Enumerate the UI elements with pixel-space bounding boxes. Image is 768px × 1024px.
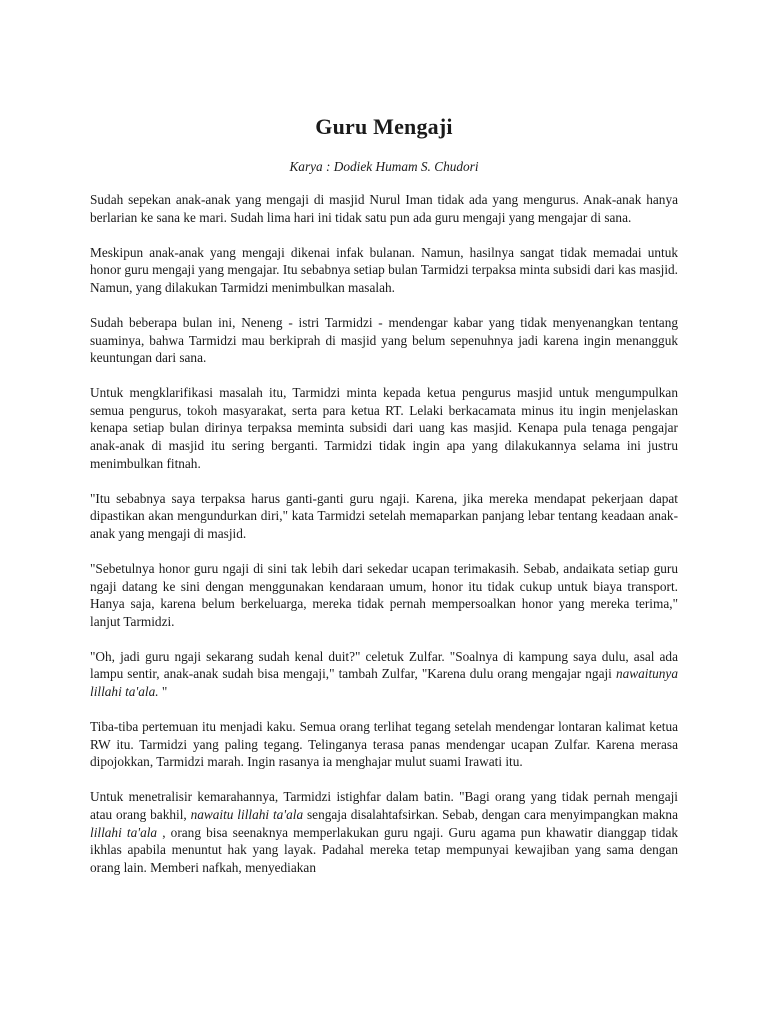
paragraph-7-text-before: "Oh, jadi guru ngaji sekarang sudah kenal duit?" celetuk Zulfar. "Soalnya di kampung saya dulu, asal ada lampu sentir, anak-anak sudah bisa mengaji," tambah Zulfar, "Karena dulu orang mengajar ngaji [90, 648, 678, 682]
paragraph-7-italic: nawaitunya lillahi ta'ala. [90, 666, 678, 700]
document-title: Guru Mengaji [315, 114, 453, 139]
author-line: Karya : Dodiek Humam S. Chudori [289, 159, 479, 174]
document-page [90, 112, 678, 894]
paragraph-9-italic-2: lillahi ta'ala [90, 824, 158, 840]
paragraph-4: Untuk mengklarifikasi masalah itu, Tarmidzi minta kepada ketua pengurus masjid untuk mengumpulkan semua pengurus, tokoh masyarakat, serta para ketua RT. Lelaki berkacamata minus itu ingin menjelaskan kenapa setiap bulan dirinya terpaksa meminta subsidi dari uang kas masjid. Kenapa pula tenaga pengajar anak-anak di masjid itu sering berganti. Tarmidzi tidak ingin apa yang dilakukannya selama ini justru menimbulkan fitnah. [90, 385, 678, 471]
paragraph-9-text-3: , orang bisa seenaknya memperlakukan guru ngaji. Guru agama pun khawatir dianggap tidak ikhlas apabila menuntut hak yang layak. Padahal mereka tetap mempunyai kewajiban yang sama dengan orang lain. Memberi nafkah, menyediakan [90, 824, 678, 875]
paragraph-2: Meskipun anak-anak yang mengaji dikenai infak bulanan. Namun, hasilnya sangat tidak memadai untuk honor guru mengaji yang mengajar. Itu sebabnya setiap bulan Tarmidzi terpaksa minta subsidi dari kas masjid. Namun, yang dilakukan Tarmidzi menimbulkan masalah. [90, 244, 678, 295]
paragraph-3: Sudah beberapa bulan ini, Neneng - istri Tarmidzi - mendengar kabar yang tidak menyenangkan tentang suaminya, bahwa Tarmidzi mau berkiprah di masjid yang belum sepenuhnya jadi karena ingin menangguk keuntungan dari sana. [90, 314, 678, 366]
paragraph-9-italic-1: nawaitu lillahi ta'ala [190, 807, 304, 823]
paragraph-1: Sudah sepekan anak-anak yang mengaji di masjid Nurul Iman tidak ada yang mengurus. Anak-anak hanya berlarian ke sana ke mari. Sudah lima hari ini tidak satu pun ada guru mengaji yang mengajar di sana. [90, 192, 678, 225]
paragraph-9 [90, 788, 678, 876]
paragraph-7 [90, 648, 678, 701]
paragraph-9-text-1: Untuk menetralisir kemarahannya, Tarmidzi istighfar dalam batin. "Bagi orang yang tidak pernah mengaji atau orang bakhil, [90, 789, 678, 823]
paragraph-8: Tiba-tiba pertemuan itu menjadi kaku. Semua orang terlihat tegang setelah mendengar lontaran kalimat ketua RW itu. Tarmidzi yang paling tegang. Telinganya terasa panas mendengar ucapan Zulfar. Karena merasa dipojokkan, Tarmidzi marah. Ingin rasanya ia menghajar mulut suami Irawati itu. [90, 719, 678, 770]
paragraph-5: "Itu sebabnya saya terpaksa harus ganti-ganti guru ngaji. Karena, jika mereka mendapat pekerjaan dapat dipastikan akan mengundurkan diri," kata Tarmidzi setelah memaparkan panjang lebar tentang keadaan anak-anak yang mengaji di masjid. [90, 490, 678, 541]
paragraph-9-text-2: sengaja disalahtafsirkan. Sebab, dengan cara menyimpangkan makna [303, 807, 678, 823]
paragraph-6: "Sebetulnya honor guru ngaji di sini tak lebih dari sekedar ucapan terimakasih. Sebab, andaikata setiap guru ngaji datang ke sini dengan menggunakan kendaraan umum, honor itu tidak cukup untuk biaya transport. Hanya saja, karena belum berkeluarga, mereka tidak pernah mempersoalkan honor yang mereka terima," lanjut Tarmidzi. [90, 561, 678, 629]
paragraph-7-text-after: " [158, 684, 168, 700]
